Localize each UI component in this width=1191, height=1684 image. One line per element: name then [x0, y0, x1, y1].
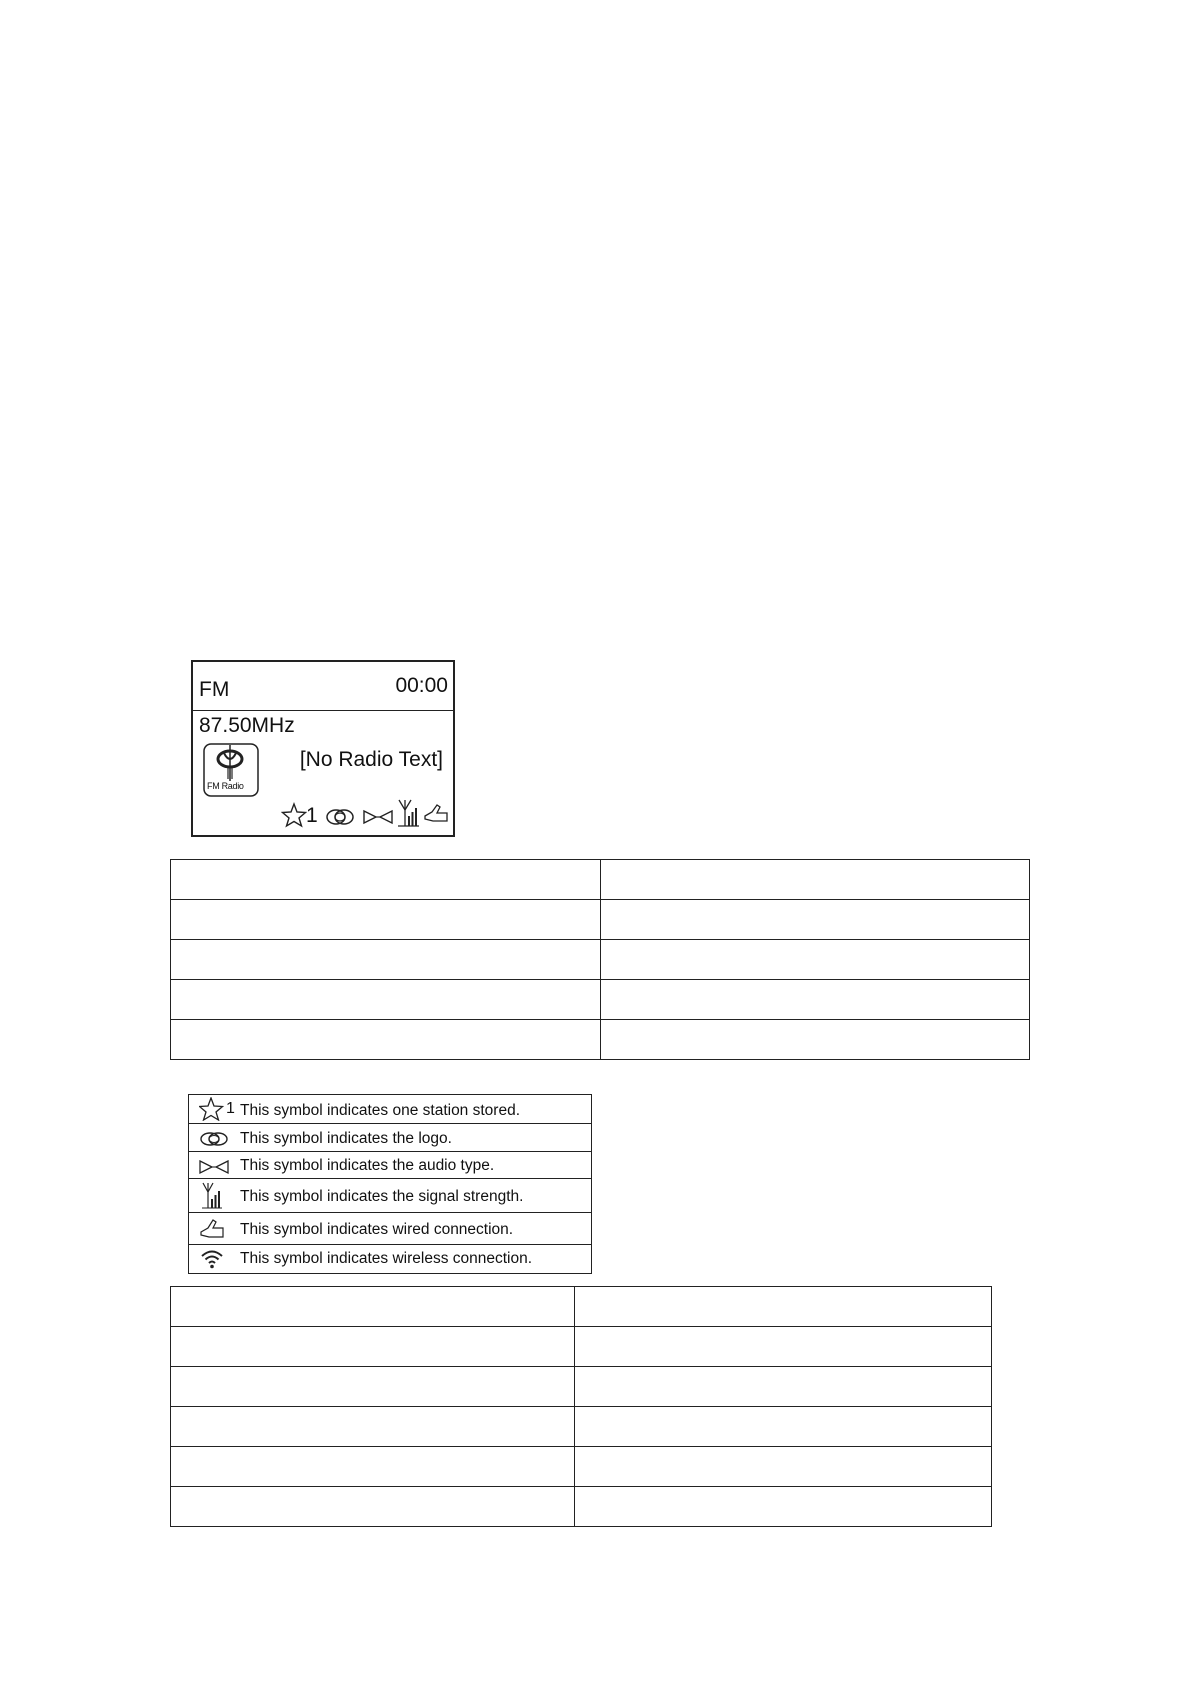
legend-number: 1 — [226, 1100, 235, 1117]
frequency: 87.50MHz — [199, 714, 295, 737]
legend-row — [189, 1152, 591, 1179]
signal-strength-icon — [199, 1182, 239, 1210]
star-icon — [281, 802, 307, 828]
table-row — [171, 980, 1030, 1020]
legend-text: This symbol indicates one station stored. — [240, 1102, 520, 1119]
table-row — [171, 1487, 992, 1527]
logo-icon — [325, 807, 355, 827]
clock: 00:00 — [395, 674, 448, 697]
audio-type-icon — [199, 1154, 239, 1178]
wired-connection-icon — [199, 1217, 239, 1241]
table-row — [171, 1407, 992, 1447]
legend-row — [189, 1179, 591, 1213]
legend-row — [189, 1245, 591, 1273]
legend-text: This symbol indicates the audio type. — [240, 1157, 495, 1174]
table-row — [171, 1447, 992, 1487]
legend-text: This symbol indicates wired connection. — [240, 1221, 514, 1238]
logo-label: FM Radio — [207, 781, 244, 791]
legend-text: This symbol indicates the signal strength. — [240, 1188, 524, 1205]
table-row — [171, 1287, 992, 1327]
legend-row — [189, 1213, 591, 1245]
wired-connection-icon — [423, 802, 449, 826]
table-row — [171, 1020, 1030, 1060]
symbol-legend — [188, 1094, 592, 1274]
radio-text: [No Radio Text] — [299, 748, 443, 771]
table-row — [171, 1367, 992, 1407]
radio-display — [191, 660, 455, 837]
preset-number: 1 — [306, 804, 318, 827]
audio-type-icon — [363, 808, 393, 826]
status-bar — [281, 802, 451, 830]
table-row — [171, 1327, 992, 1367]
legend-text: This symbol indicates the logo. — [240, 1130, 452, 1147]
legend-row — [189, 1095, 591, 1124]
logo-icon — [199, 1126, 239, 1150]
legend-text: This symbol indicates wireless connection. — [240, 1250, 533, 1267]
table-row — [171, 940, 1030, 980]
mode-label: FM — [199, 678, 230, 701]
display-header — [193, 662, 453, 711]
empty-table-1 — [170, 859, 1030, 1060]
table-row — [171, 860, 1030, 900]
empty-table-2 — [170, 1286, 992, 1527]
signal-strength-icon — [397, 798, 421, 828]
table-row — [171, 900, 1030, 940]
legend-row — [189, 1124, 591, 1152]
wifi-icon — [199, 1247, 239, 1271]
